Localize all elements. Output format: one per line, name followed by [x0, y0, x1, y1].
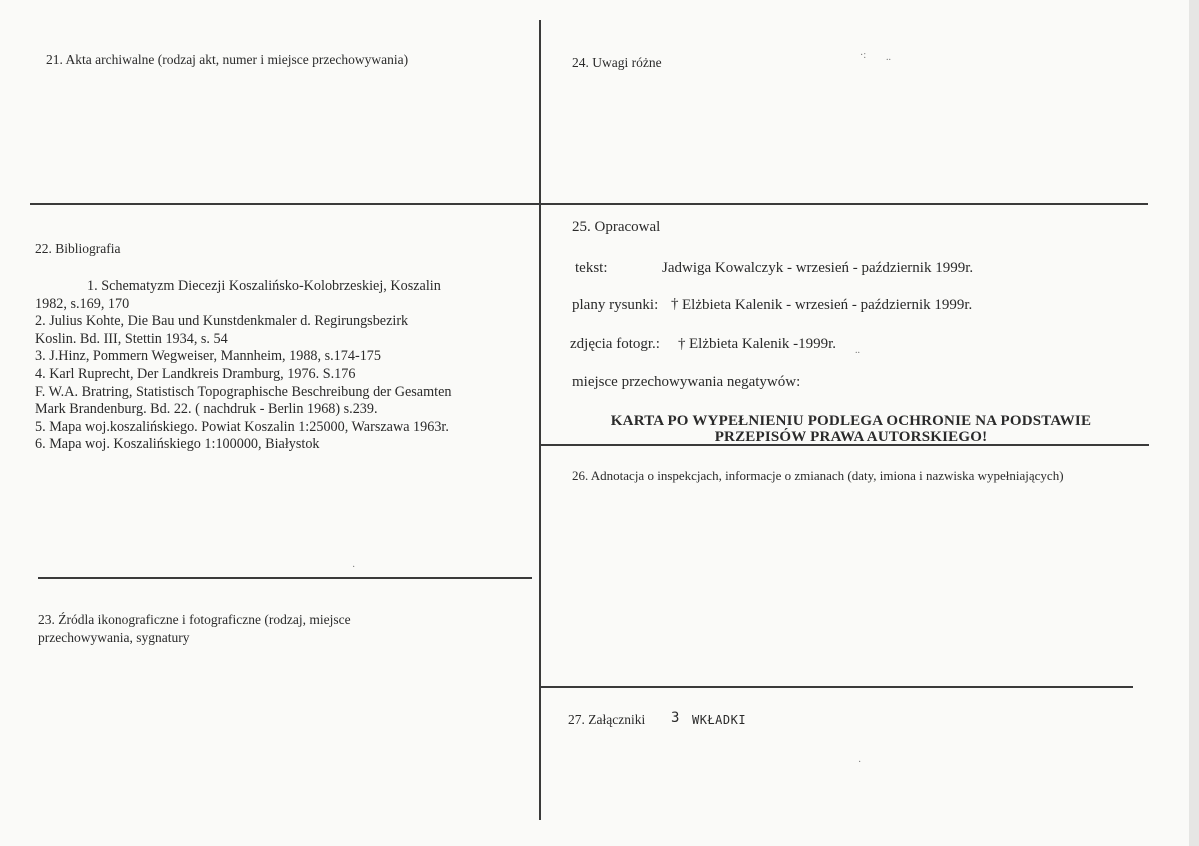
section-24-label: 24. Uwagi różne	[572, 55, 662, 70]
section-26-label: 26. Adnotacja o inspekcjach, informacje o zmianach (daty, imiona i nazwiska wypełniających)	[572, 468, 1064, 483]
section-23-label-line1: 23. Źródla ikonograficzne i fotograficzne (rodzaj, miejsce	[38, 612, 351, 627]
bibliography-entry: 2. Julius Kohte, Die Bau und Kunstdenkmaler d. Regirungsbezirk	[35, 313, 409, 330]
scan-speck: ·	[352, 562, 356, 573]
horizontal-divider-right-bottom	[539, 686, 1133, 688]
copyright-notice-line1: KARTA PO WYPEŁNIENIU PODLEGA OCHRONIE NA PODSTAWIE	[610, 413, 1092, 429]
plans-value: Elżbieta Kalenik - wrzesień - październik 1999r.	[682, 297, 973, 313]
section-21-label: 21. Akta archiwalne (rodzaj akt, numer i miejsce przechowywania)	[46, 52, 409, 67]
bibliography-entry: 1982, s.169, 170	[35, 295, 130, 312]
bibliography-entry: 4. Karl Ruprecht, Der Landkreis Dramburg, 1976. S.176	[35, 365, 356, 382]
photos-label: zdjęcia fotogr.:	[570, 336, 660, 352]
scan-speck: ·	[858, 757, 862, 768]
photos-cross-icon: †	[678, 336, 686, 352]
bibliography-entry: 1. Schematyzm Diecezji Koszalińsko-Kolobrzeskiej, Koszalin	[87, 278, 441, 294]
scan-speck: ·:	[860, 50, 867, 61]
section-25-label: 25. Opracowal	[572, 219, 661, 235]
bibliography-entry: 6. Mapa woj. Koszalińskiego 1:100000, Białystok	[35, 436, 320, 453]
horizontal-divider-top	[30, 203, 1148, 205]
section-22-label: 22. Bibliografia	[35, 241, 121, 256]
scan-speck: ..	[855, 345, 860, 356]
scan-speck: ..	[886, 52, 891, 63]
section-27-label: 27. Załączniki	[568, 712, 646, 727]
negatives-label: miejsce przechowywania negatywów:	[572, 374, 801, 390]
bibliography-list	[35, 278, 451, 454]
text-author-value: Jadwiga Kowalczyk - wrzesień - październik 1999r.	[662, 260, 974, 276]
bibliography-entry: Mark Brandenburg. Bd. 22. ( nachdruk - Berlin 1968) s.239.	[35, 401, 378, 418]
bibliography-entry: 3. J.Hinz, Pommern Wegweiser, Mannheim, 1988, s.174-175	[35, 348, 381, 365]
plans-cross-icon: †	[671, 296, 679, 312]
horizontal-divider-left-bottom	[38, 577, 532, 579]
copyright-notice-line2: PRZEPISÓW PRAWA AUTORSKIEGO!	[714, 429, 988, 445]
plans-label: plany rysunki:	[572, 297, 659, 313]
vertical-divider	[539, 20, 541, 820]
bibliography-entry: 5. Mapa woj.koszalińskiego. Powiat Koszalin 1:25000, Warszawa 1963r.	[35, 418, 449, 435]
text-author-label: tekst:	[575, 260, 608, 276]
section-23-label-line2: przechowywania, sygnatury	[38, 630, 190, 645]
bibliography-entry: Koslin. Bd. III, Stettin 1934, s. 54	[35, 330, 228, 347]
bibliography-entry: F. W.A. Bratring, Statistisch Topographische Beschreibung der Gesamten	[35, 383, 452, 400]
attachments-count: 3	[671, 710, 680, 726]
photos-value: Elżbieta Kalenik -1999r.	[689, 336, 837, 352]
attachments-handwritten: WKŁADKI	[692, 713, 747, 727]
